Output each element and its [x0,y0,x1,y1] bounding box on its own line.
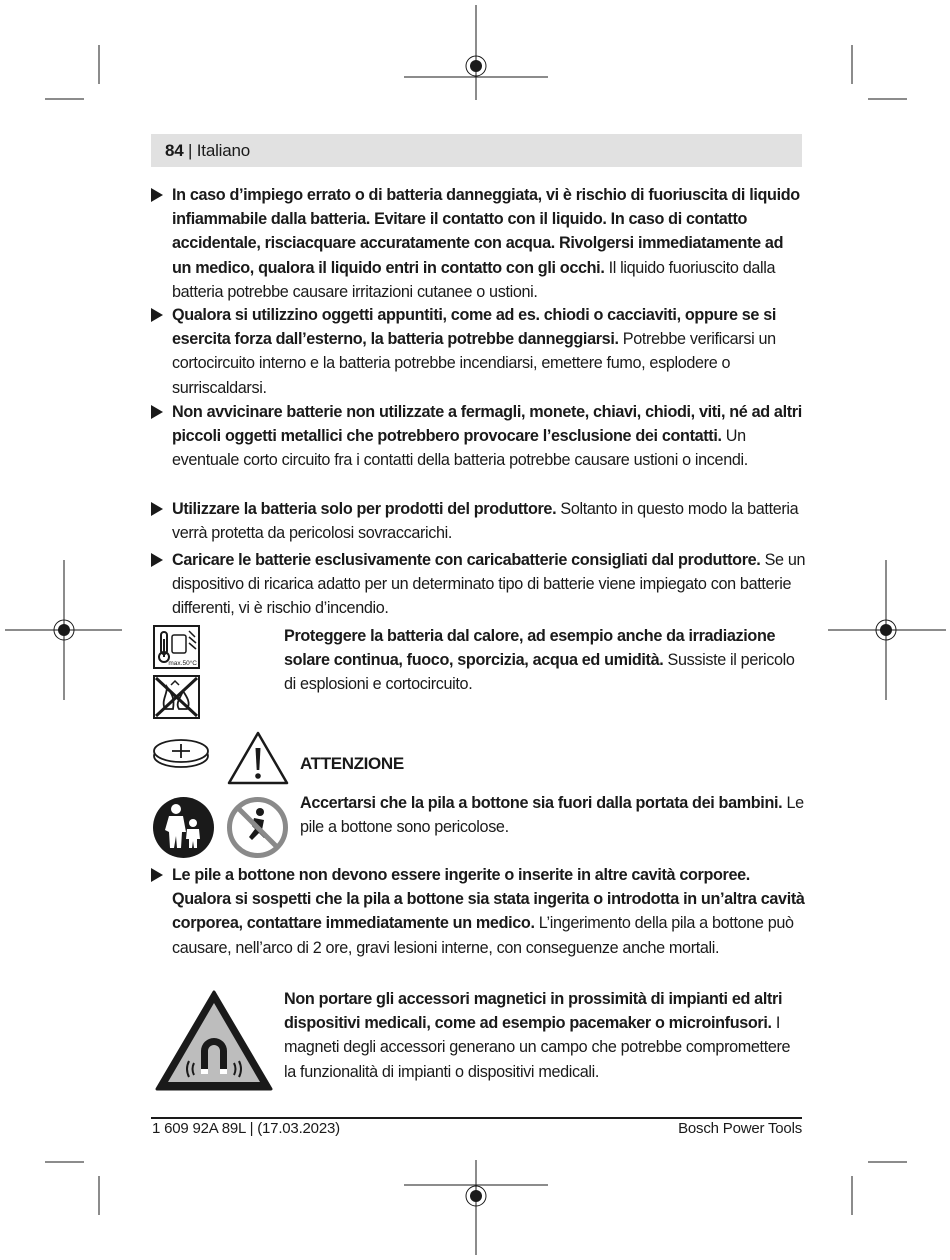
heat-warning-bold: Proteggere la batteria dal calore, ad esempio anche da irradiazione solare continua, fuoco, sporcizia, acqua ed umidità. [284,627,776,670]
children-warning-text [300,791,820,839]
children-warning-normal: Le pile a bottone sono pericolose. [300,794,804,837]
bullet-normal: Se un dispositivo di ricarica adatto per un determinato tipo di batterie viene impiegato con batterie differenti, vi è rischio d’incendio. [172,551,806,618]
bullet-normal: Soltanto in questo modo la batteria verrà protetta da pericolosi sovraccarichi. [172,500,799,543]
bullet-arrow-icon [151,308,163,322]
bullet-arrow-icon [151,553,163,567]
no-swallow-battery-icon [226,796,289,859]
magnet-warning-icon [154,989,274,1093]
children-warning-bold: Accertarsi che la pila a bottone sia fuori dalla portata dei bambini. [300,794,783,812]
bullet-bold: In caso d’impiego errato o di batteria danneggiata, vi è rischio di fuoriuscita di liquido infiammabile dalla batteria. Evitare il contatto con il liquido. In caso di contatto accidentale, risciacquare accuratamente con acqua. Rivolgersi immediatamente ad un medico, qualora il liquido entri in contatto con gli occhi. [172,186,800,277]
magnet-warning-bold: Non portare gli accessori magnetici in prossimità di impianti ed altri dispositivi medicali, come ad esempio pacemaker o microinfusori. [284,990,783,1033]
bullet-normal: Il liquido fuoriuscito dalla batteria potrebbe causare irritazioni cutanee o ustioni. [172,258,776,301]
bullet-arrow-icon [151,868,163,882]
bullet-item [151,303,806,400]
header-separator: | [183,141,197,160]
bullet-arrow-icon [151,405,163,419]
bullet-bold: Utilizzare la batteria solo per prodotti del produttore. [172,500,557,518]
max-temp-label: max.50°C [168,660,197,667]
warning-triangle-icon [226,730,290,786]
bullet-item [151,183,806,304]
keep-away-children-icon [152,796,215,859]
thermometer-max-temp-icon [153,625,200,669]
bullet-bold: Non avvicinare batterie non utilizzate a fermagli, monete, chiavi, chiodi, viti, né ad altri piccoli oggetti metallici che potrebbero provocare l’esclusione dei contatti. [172,403,802,446]
heat-warning-normal: Sussiste il pericolo di esplosioni e cortocircuito. [284,651,795,694]
footer-doc-id: 1 609 92A 89L | (17.03.2023) [152,1120,340,1137]
page-number: 84 [165,141,184,160]
no-fire-water-icon [153,675,200,719]
magnet-warning-normal: I magneti degli accessori generano un campo che potrebbe compromettere la funzionalità di impianti o dispositivi medicali. [284,1014,791,1081]
footer-brand: Bosch Power Tools [678,1120,802,1137]
footer-divider [151,1117,802,1119]
bullet-item [151,863,806,960]
bullet-normal: L’ingerimento della pila a bottone può causare, nell’arco di 2 ore, gravi lesioni interne, con conseguenze anche mortali. [172,914,794,957]
header-language: Italiano [196,141,250,160]
heat-warning-text [284,624,804,697]
bullet-arrow-icon [151,502,163,516]
bullet-normal: Potrebbe verificarsi un cortocircuito interno e la batteria potrebbe incendiarsi, emettere fumo, esplodere o surriscaldarsi. [172,330,776,397]
bullet-bold: Le pile a bottone non devono essere ingerite o inserite in altre cavità corporee. Qualora si sospetti che la pila a bottone sia stata ingerita o introdotta in un’altra cavità corporea, contattare immediatamente un medico. [172,866,805,933]
bullet-item [151,548,806,621]
bullet-arrow-icon [151,188,163,202]
bullet-item [151,497,806,545]
bullet-normal: Un eventuale corto circuito fra i contatti della batteria potrebbe causare ustioni o incendi. [172,427,748,470]
bullet-bold: Caricare le batterie esclusivamente con caricabatterie consigliati dal produttore. [172,551,761,569]
button-cell-battery-icon [152,735,210,769]
bullet-bold: Qualora si utilizzino oggetti appuntiti, come ad es. chiodi o cacciaviti, oppure se si esercita forza dall’esterno, la batteria potrebbe danneggiarsi. [172,306,777,349]
attention-title: ATTENZIONE [300,754,404,773]
magnet-warning-text [284,987,804,1084]
bullet-item [151,400,806,473]
